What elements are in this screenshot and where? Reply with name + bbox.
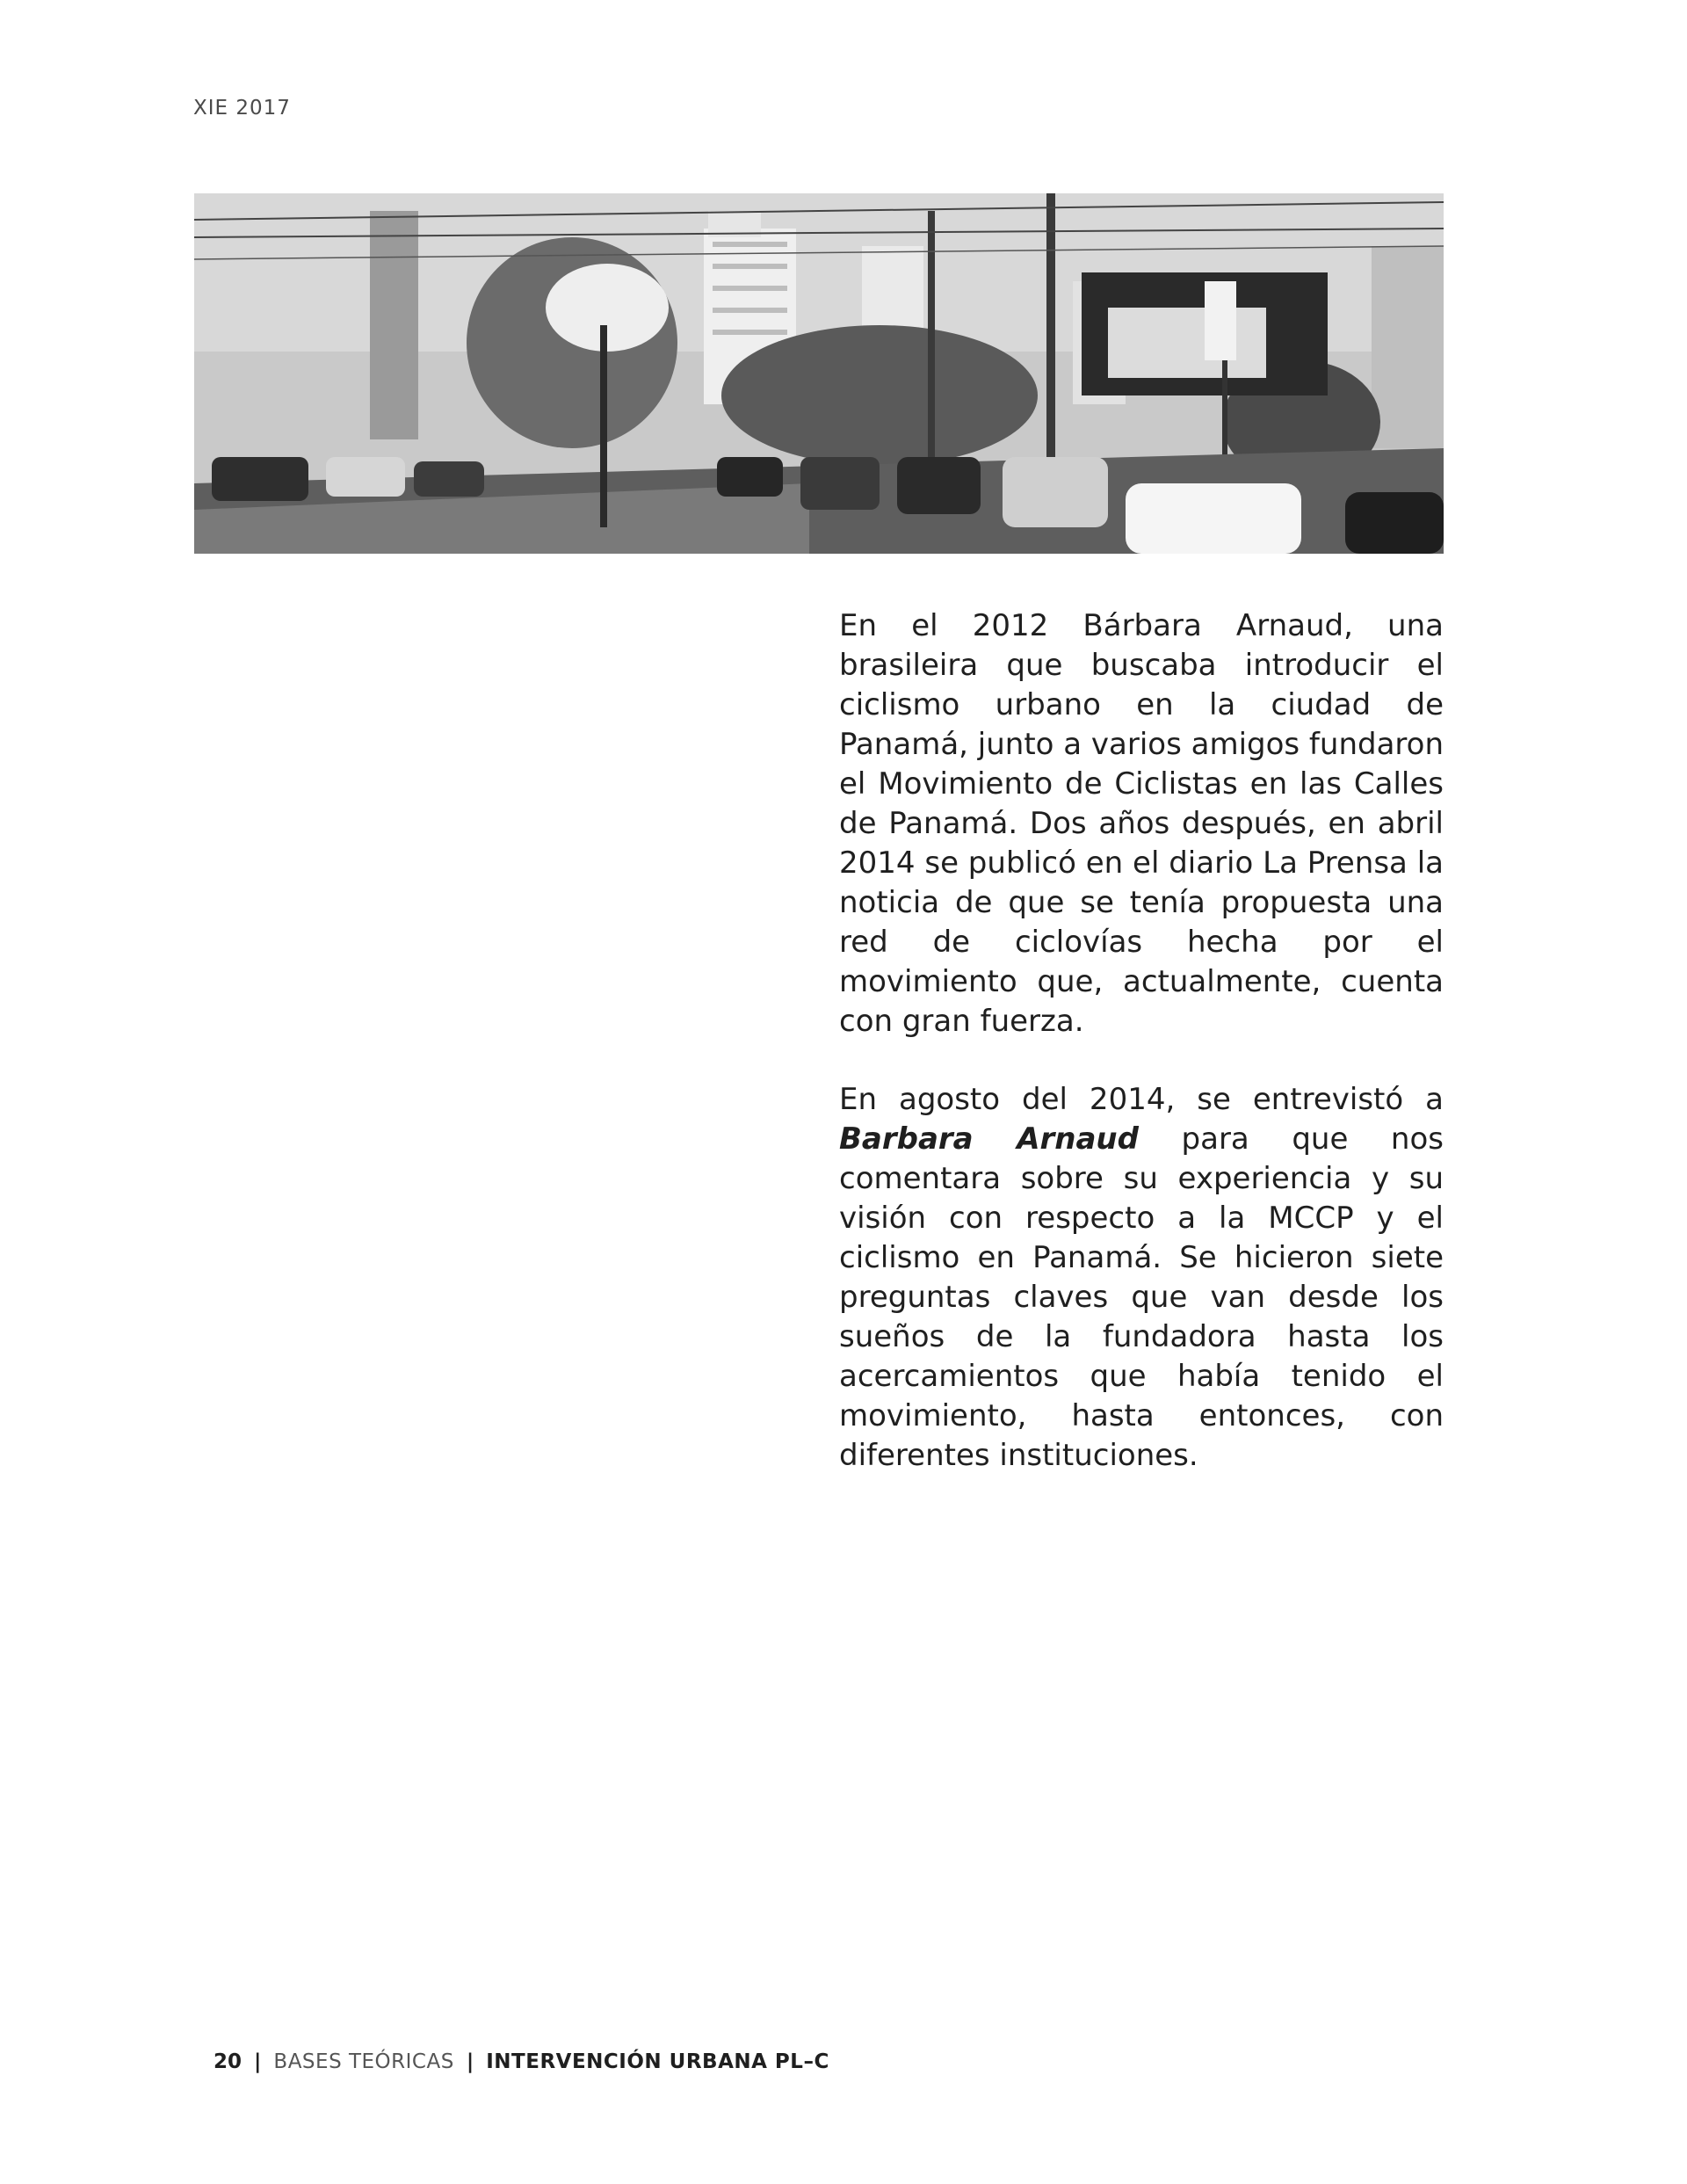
page-number: 20: [214, 2050, 243, 2073]
body-text: [839, 606, 1444, 1514]
footer-separator: |: [254, 2050, 262, 2073]
interviewee-name: Barbara Arnaud: [839, 1121, 1139, 1157]
paragraph-1: En el 2012 Bárbara Arnaud, una brasileira que buscaba introducir el ciclismo urbano en la ciudad de Panamá, junto a varios amigos fundaron el Movimiento de Ciclistas en las Calles de Panamá. Dos años después, en abril 2014 se publicó en el diario La Prensa la noticia de que se tenía propuesta una red de ciclovías hecha por el movimiento que, actualmente, cuenta con gran fuerza.: [839, 608, 1444, 1039]
street-photo-graphic: [194, 193, 1444, 554]
running-header: XIE 2017: [193, 97, 291, 120]
page-footer: [214, 2050, 829, 2073]
paragraph-2-rest: para que nos comentara sobre su experiencia y su visión con respecto a la MCCP y el ciclismo en Panamá. Se hicieron siete preguntas claves que van desde los sueños de la fundadora hasta los acercamientos que había tenido el movimiento, hasta entonces, con diferentes instituciones.: [839, 1121, 1444, 1473]
paragraph-2-start: En agosto del 2014, se entrevistó a: [839, 1082, 1444, 1117]
street-photo: [194, 193, 1444, 554]
footer-separator: |: [466, 2050, 474, 2073]
footer-section: BASES TEÓRICAS: [273, 2050, 454, 2073]
paragraph-2: [839, 1080, 1444, 1476]
footer-project: INTERVENCIÓN URBANA PL–C: [486, 2050, 829, 2073]
